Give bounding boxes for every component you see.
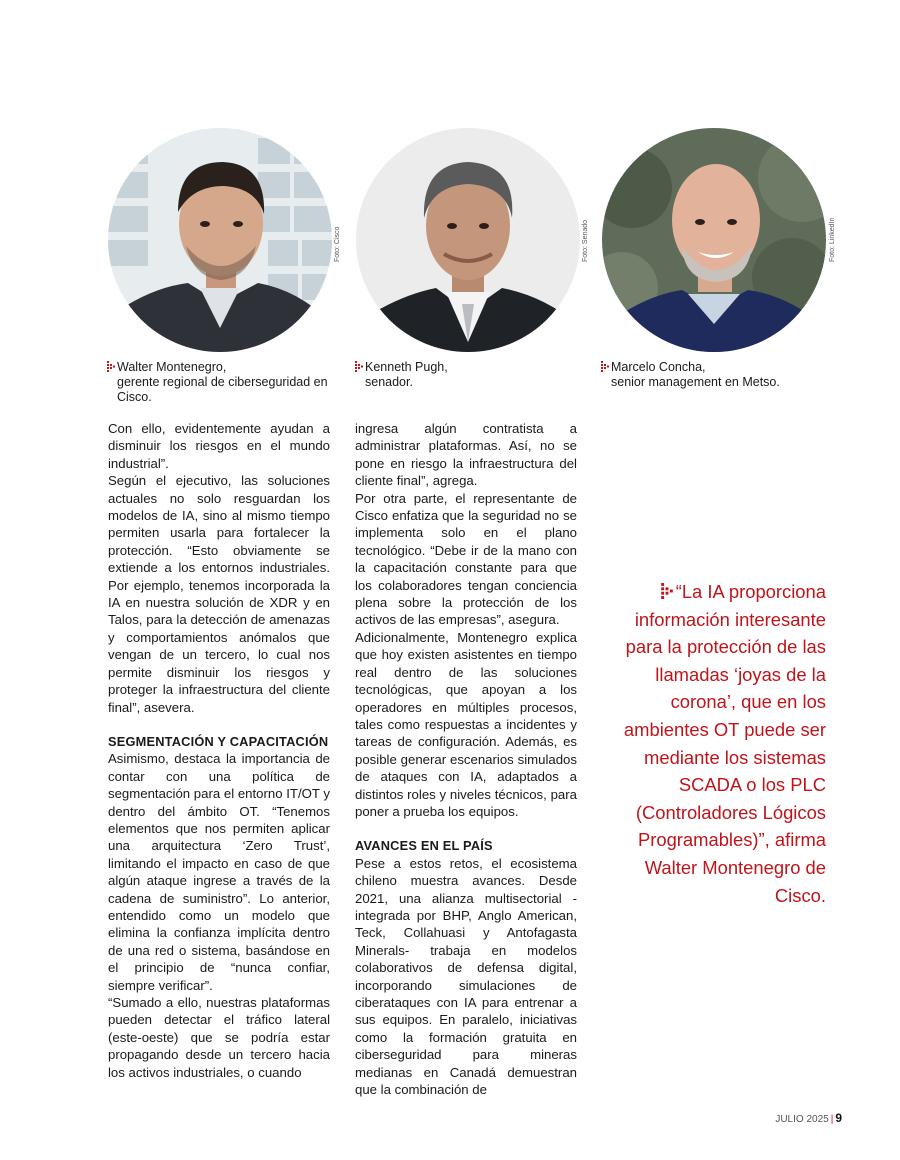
bullet-icon bbox=[601, 361, 609, 372]
caption-walter-montenegro bbox=[107, 360, 337, 405]
paragraph: Con ello, evidentemente ayudan a disminuir los riesgos en el mundo industrial”. bbox=[108, 421, 330, 471]
page-footer bbox=[775, 1111, 842, 1125]
pull-quote-text: “La IA proporciona información interesante para la protección de las llamadas ‘joyas de la corona’, que en los ambientes OT puede ser mediante los sistemas SCADA o los PLC (Controladores Lógicos Programables)”, afirma Walter Montenegro de Cisco. bbox=[623, 581, 826, 906]
paragraph: Pese a estos retos, el ecosistema chileno muestra avances. Desde 2021, una alianza multisectorial -integrada por BHP, Anglo American, Teck, Collahuasi y Antofagasta Minerals- trabaja en modelos colaborativos de defensa digital, incorporando simulaciones de ciberataques con IA para entrenar a sus equipos. En paralelo, iniciativas como la formación gratuita en ciberseguridad para mineras medianas en Canadá demuestran que la combinación de bbox=[355, 855, 577, 1098]
caption-role: senador. bbox=[365, 375, 413, 389]
caption-role: gerente regional de ciberseguridad en Cisco. bbox=[117, 375, 328, 404]
bullet-icon bbox=[355, 361, 363, 372]
paragraph: ingresa algún contratista a administrar plataformas. Así, no se pone en riesgo la infraestructura del cliente final”, agrega. bbox=[355, 421, 577, 489]
pull-quote bbox=[612, 578, 826, 909]
paragraph: Según el ejecutivo, las soluciones actuales no solo resguardan los modelos de IA, sino al mismo tiempo permiten usarla para fortalecer la protección. “Esto obviamente se extiende a los entornos industriales. Por ejemplo, tenemos incorporada la IA en nuestra solución de XDR y en Talos, para la detección de amenazas y comportamientos anómalos que vengan de un tercero, lo cual nos permite disminuir los riesgos y proteger la infraestructura del cliente final”, asevera. bbox=[108, 473, 330, 715]
paragraph: Asimismo, destaca la importancia de contar con una política de segmentación para el entorno IT/OT y dentro del ámbito OT. “Tenemos elementos que nos permiten aplicar una arquitectura ‘Zero Trust’, limitando el impacto en caso de que algún ataque ingrese a través de la cadena de suministro”. Lo anterior, entendido como un modelo que elimina la confianza implícita dentro de una red o sistema, basándose en el principio de “nunca confiar, siempre verificar”. bbox=[108, 751, 330, 993]
paragraph: Por otra parte, el representante de Cisco enfatiza que la seguridad no se implementa solo en el plano tecnológico. “Debe ir de la mano con la capacitación constante para que los colaboradores tengan conciencia plena sobre la protección de los activos de las empresas”, asegura. bbox=[355, 490, 577, 628]
bullet-icon bbox=[107, 361, 115, 372]
page-number: 9 bbox=[835, 1111, 842, 1125]
caption-name: Marcelo Concha, bbox=[611, 360, 706, 374]
section-heading: AVANCES EN EL PAÍS bbox=[355, 838, 493, 854]
article-column-1 bbox=[108, 420, 330, 1081]
portrait-marcelo-concha bbox=[602, 128, 826, 352]
footer-separator: | bbox=[830, 1114, 834, 1125]
caption-role: senior management en Metso. bbox=[611, 375, 780, 389]
paragraph: Adicionalmente, Montenegro explica que hoy existen asistentes en tiempo real dentro de las soluciones tecnológicas, que apoyan a los operadores en múltiples procesos, tales como respuestas a incidentes y tareas de configuración. Además, es posible generar escenarios simulados de ataques con IA, adaptados a distintos roles y niveles técnicos, para poner a prueba los equipos. bbox=[355, 629, 577, 819]
section-heading: SEGMENTACIÓN Y CAPACITACIÓN bbox=[108, 733, 329, 749]
quote-bullet-icon bbox=[661, 583, 673, 599]
photo-credit: Foto: Senado bbox=[582, 219, 589, 262]
caption-kenneth-pugh bbox=[355, 360, 585, 390]
caption-name: Kenneth Pugh, bbox=[365, 360, 448, 374]
issue-date: JULIO 2025 bbox=[775, 1114, 829, 1125]
portrait-kenneth-pugh bbox=[356, 128, 580, 352]
photo-credit: Foto: Cisco bbox=[334, 226, 341, 262]
article-column-2 bbox=[355, 420, 577, 1098]
caption-name: Walter Montenegro, bbox=[117, 360, 227, 374]
portrait-walter-montenegro bbox=[108, 128, 332, 352]
photo-credit: Foto: LinkedIn bbox=[829, 217, 836, 262]
paragraph: “Sumado a ello, nuestras plataformas pueden detectar el tráfico lateral (este-oeste) que se podría estar propagando desde un tercero hacia los activos industriales, o cuando bbox=[108, 995, 330, 1080]
caption-marcelo-concha bbox=[601, 360, 841, 390]
